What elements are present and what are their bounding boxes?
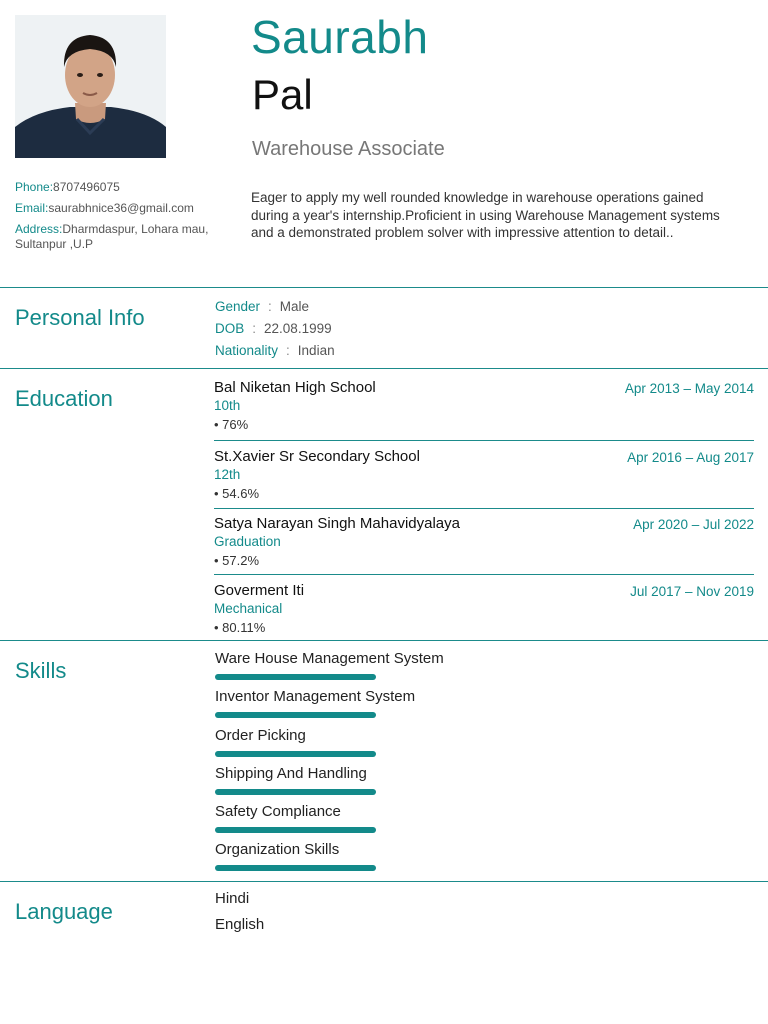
summary-text: Eager to apply my well rounded knowledge in warehouse operations gained during a year's internship.Proficient in using Warehouse Management systems and a demonstrated problem solver with impressive attention to detail.. <box>251 190 720 240</box>
first-name: Saurabh <box>251 11 429 63</box>
language-item: English <box>215 916 265 933</box>
skill-name: Shipping And Handling <box>215 765 367 782</box>
education-entry <box>214 448 754 503</box>
skill-name: Safety Compliance <box>215 803 341 820</box>
info-separator: : <box>268 299 272 314</box>
phone-label: Phone: <box>15 180 54 194</box>
skill-item <box>215 803 515 821</box>
last-name: Pal <box>252 71 313 118</box>
skill-level-bar <box>215 751 376 757</box>
info-separator: : <box>286 343 290 358</box>
section-title-education: Education <box>15 386 113 411</box>
education-dates: Apr 2013 – May 2014 <box>624 381 754 396</box>
education-degree: Graduation <box>214 534 281 549</box>
section-divider <box>0 287 768 288</box>
contact-phone <box>15 180 220 195</box>
contact-address <box>15 222 220 252</box>
contact-email <box>15 201 220 216</box>
education-degree: Mechanical <box>214 601 283 616</box>
profile-photo <box>15 15 166 158</box>
section-divider <box>0 640 768 641</box>
education-divider <box>214 508 754 509</box>
info-key: Nationality <box>215 343 279 358</box>
email-label: Email: <box>15 201 49 215</box>
education-dates: Jul 2017 – Nov 2019 <box>630 584 754 599</box>
info-separator: : <box>252 321 257 336</box>
skill-item <box>215 841 515 859</box>
section-title-skills: Skills <box>15 658 67 683</box>
skill-level-bar <box>215 827 376 833</box>
skill-level-fill <box>215 751 376 757</box>
info-value: Indian <box>297 343 335 358</box>
address-value: Dharmdaspur, Lohara mau, Sultanpur ,U.P <box>15 222 209 251</box>
education-score: • 54.6% <box>214 486 260 501</box>
skill-level-fill <box>215 674 376 680</box>
skill-level-bar <box>215 865 376 871</box>
school-name: Goverment Iti <box>214 582 305 599</box>
skill-name: Inventor Management System <box>215 688 416 705</box>
education-score: • 76% <box>214 417 249 432</box>
education-entry <box>214 582 754 637</box>
contact-block <box>15 180 220 258</box>
skill-item <box>215 650 515 668</box>
education-entry <box>214 515 754 570</box>
education-degree: 12th <box>214 467 241 482</box>
education-dates: Apr 2016 – Aug 2017 <box>627 450 754 465</box>
skill-level-bar <box>215 789 376 795</box>
skill-item <box>215 765 515 783</box>
phone-value: 8707496075 <box>53 180 120 194</box>
job-title: Warehouse Associate <box>252 138 445 160</box>
skill-item <box>215 688 515 706</box>
skill-level-bar <box>215 712 376 718</box>
skill-name: Organization Skills <box>215 841 340 858</box>
info-row-gender <box>215 298 309 316</box>
school-name: Bal Niketan High School <box>214 379 376 396</box>
skill-level-bar <box>215 674 376 680</box>
skill-level-fill <box>215 865 376 871</box>
education-dates: Apr 2020 – Jul 2022 <box>633 517 754 532</box>
info-row-nationality <box>215 342 335 360</box>
info-value: Male <box>279 299 310 314</box>
skill-item <box>215 727 515 745</box>
email-value: saurabhnice36@gmail.com <box>48 201 194 215</box>
address-label: Address: <box>15 222 63 236</box>
info-value: 22.08.1999 <box>264 321 332 336</box>
section-divider <box>0 881 768 882</box>
education-degree: 10th <box>214 398 241 413</box>
education-entry <box>214 379 754 434</box>
info-row-dob <box>215 320 332 338</box>
skill-name: Order Picking <box>215 727 306 744</box>
school-name: Satya Narayan Singh Mahavidyalaya <box>214 515 460 532</box>
info-key: DOB <box>215 321 245 336</box>
skill-level-fill <box>215 827 376 833</box>
education-divider <box>214 574 754 575</box>
language-item: Hindi <box>215 890 250 907</box>
school-name: St.Xavier Sr Secondary School <box>214 448 420 465</box>
section-title-personal-info: Personal Info <box>15 305 145 330</box>
education-score: • 57.2% <box>214 553 260 568</box>
education-divider <box>214 440 754 441</box>
education-score: • 80.11% <box>214 620 266 635</box>
section-title-language: Language <box>15 899 113 924</box>
section-divider <box>0 368 768 369</box>
skill-name: Ware House Management System <box>215 650 444 667</box>
info-key: Gender <box>215 299 261 314</box>
skill-level-fill <box>215 712 376 718</box>
skill-level-fill <box>215 789 376 795</box>
